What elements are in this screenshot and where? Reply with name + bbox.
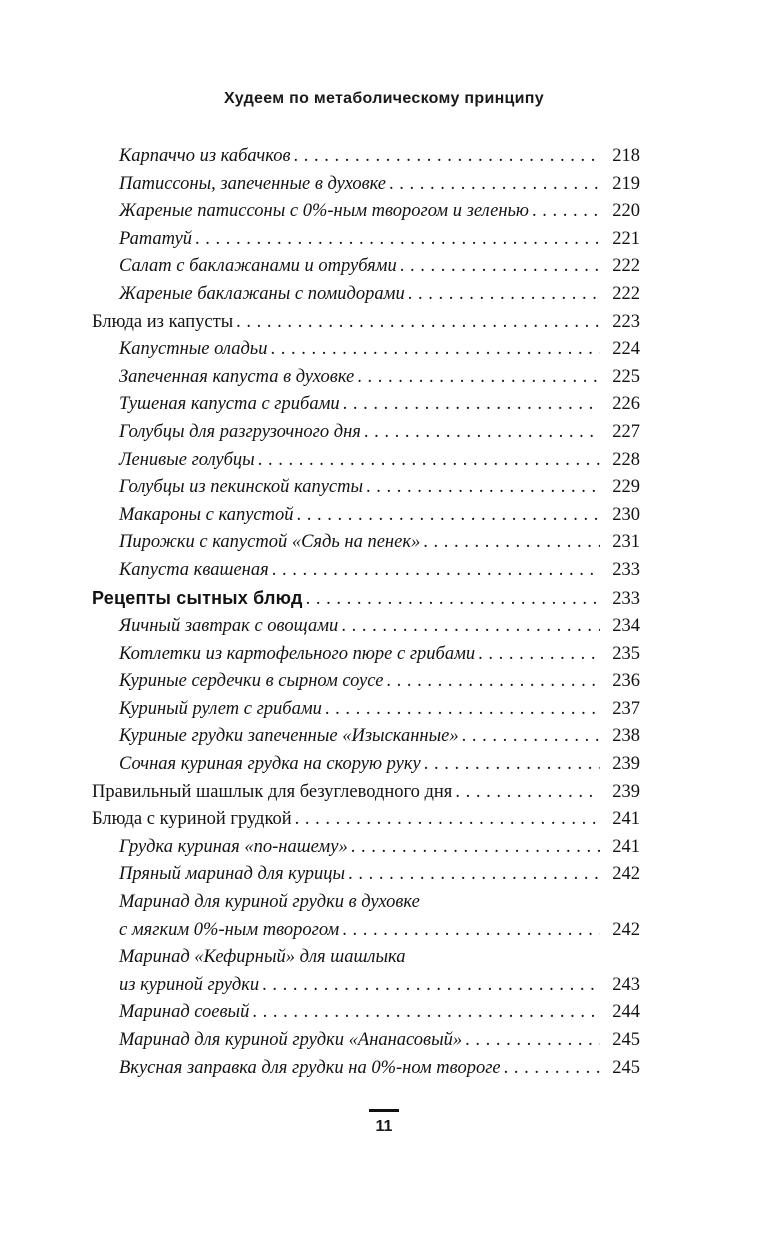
dot-leader [478, 641, 600, 669]
toc-entry [92, 806, 640, 834]
toc-entry [92, 529, 640, 557]
toc-entry-page: 234 [612, 616, 640, 637]
dot-leader [400, 253, 600, 281]
dot-leader [465, 1027, 600, 1055]
toc-entry-page: 239 [612, 754, 640, 775]
toc-entry [92, 696, 640, 724]
dot-leader [462, 723, 600, 751]
toc-entry-title: Блюда из капусты [92, 311, 234, 332]
dot-leader [408, 281, 600, 309]
dot-leader [295, 806, 600, 834]
toc-entry-title: Правильный шашлык для безуглеводного дня [92, 781, 453, 802]
toc-entry [92, 999, 640, 1027]
toc-line [119, 171, 640, 199]
toc-entry [92, 557, 640, 585]
toc-entry [92, 419, 640, 447]
toc-entry [92, 834, 640, 862]
toc-line [119, 834, 640, 862]
dot-leader [364, 419, 600, 447]
toc-line [119, 364, 640, 392]
dot-leader [504, 1055, 600, 1083]
toc-line [119, 668, 640, 696]
toc-entry-page: 227 [612, 421, 640, 442]
toc-entry-title: Куриные грудки запеченные «Изысканные» [119, 726, 459, 747]
toc-line [119, 944, 640, 972]
dot-leader [258, 447, 600, 475]
dot-leader [424, 751, 600, 779]
toc-line [119, 419, 640, 447]
toc-entry-page: 237 [612, 698, 640, 719]
toc-entry [92, 143, 640, 171]
page-number: 11 [375, 1118, 393, 1135]
running-header: Худеем по метаболическому принципу [224, 90, 544, 107]
toc-entry-title: Котлетки из картофельного пюре с грибами [119, 643, 476, 664]
toc-entry-title: Жареные баклажаны с помидорами [119, 283, 405, 304]
dot-leader [341, 613, 600, 641]
toc-entry [92, 226, 640, 254]
toc-entry-page: 220 [612, 201, 640, 222]
toc-entry-title: с мягким 0%-ным творогом [119, 919, 340, 940]
dot-leader [293, 143, 600, 171]
toc-entry-title: Карпаччо из кабачков [119, 146, 291, 166]
dot-leader [262, 972, 600, 1000]
toc-line [119, 641, 640, 669]
toc-entry [92, 364, 640, 392]
footer-rule [369, 1109, 399, 1112]
toc-entry-title: Маринад соевый [119, 1002, 250, 1023]
toc-entry [92, 723, 640, 751]
toc-entry-title: Жареные патиссоны с 0%-ным творогом и зеленью [119, 201, 529, 222]
toc-line [119, 861, 640, 889]
toc-entry-title: Тушеная капуста с грибами [119, 394, 340, 415]
dot-leader [423, 529, 600, 557]
toc-entry [92, 751, 640, 779]
toc-entry-page: 233 [612, 588, 640, 609]
toc-entry-page: 218 [612, 146, 640, 166]
toc-entry-page: 236 [612, 671, 640, 692]
toc-line [92, 585, 640, 614]
toc-line [119, 502, 640, 530]
toc-entry-title: Маринад «Кефирный» для шашлыка [119, 947, 406, 968]
toc-entry-title: Маринад для куриной грудки «Ананасовый» [119, 1030, 463, 1050]
dot-leader [272, 557, 600, 585]
toc-line [119, 529, 640, 557]
toc-entry-title: Маринад для куриной грудки в духовке [119, 892, 420, 913]
toc-entry-page: 221 [612, 228, 640, 249]
toc-entry [92, 861, 640, 889]
dot-leader [195, 226, 600, 254]
toc-entry [92, 281, 640, 309]
toc-entry [92, 585, 640, 614]
toc-entry [92, 447, 640, 475]
dot-leader [348, 861, 600, 889]
toc-entry [92, 779, 640, 807]
toc-entry [92, 336, 640, 364]
dot-leader [270, 336, 600, 364]
toc-entry-title: Патиссоны, запеченные в духовке [119, 173, 387, 194]
toc-entry-page: 242 [612, 919, 640, 940]
toc-entry-title: Сочная куриная грудка на скорую руку [119, 754, 421, 775]
dot-leader [343, 391, 600, 419]
toc-entry-title: Рататуй [119, 228, 193, 249]
toc-entry [92, 668, 640, 696]
toc-entry-page: 241 [612, 836, 640, 857]
toc-entry [92, 253, 640, 281]
toc-line [119, 474, 640, 502]
toc-entry-page: 235 [612, 643, 640, 664]
toc-list [92, 143, 640, 1082]
dot-leader [389, 171, 600, 199]
toc-line [119, 723, 640, 751]
toc-entry-page: 222 [612, 256, 640, 277]
toc-entry-page: 245 [612, 1030, 640, 1050]
dot-leader [357, 364, 600, 392]
toc-entry-page: 244 [612, 1002, 640, 1023]
dot-leader [351, 834, 600, 862]
dot-leader [252, 999, 600, 1027]
toc-line [92, 806, 640, 834]
toc-entry-page: 239 [612, 781, 640, 802]
dot-leader [325, 696, 600, 724]
toc-entry [92, 502, 640, 530]
toc-entry-page: 242 [612, 864, 640, 885]
toc-entry-title: Вкусная заправка для грудки на 0%-ном твороге [119, 1057, 501, 1078]
toc-entry-title: Капустные оладьи [119, 339, 268, 360]
toc-entry-title: Яичный завтрак с овощами [119, 616, 339, 637]
toc-line [119, 972, 640, 1000]
toc-line [119, 889, 640, 917]
dot-leader [306, 586, 600, 614]
toc-line [119, 999, 640, 1027]
dot-leader [297, 502, 601, 530]
toc-entry-page: 224 [612, 339, 640, 360]
toc-entry-title: Макароны с капустой [119, 504, 294, 525]
toc-entry-page: 225 [612, 366, 640, 387]
dot-leader [342, 917, 600, 945]
toc-line [119, 917, 640, 945]
toc-entry-page: 233 [612, 559, 640, 580]
toc-line [92, 779, 640, 807]
toc-entry-page: 241 [612, 809, 640, 830]
toc-entry-page: 229 [612, 477, 640, 498]
toc-line [119, 143, 640, 171]
toc-entry-title: Пирожки с капустой «Сядь на пенек» [119, 532, 421, 553]
toc-entry-page: 223 [612, 311, 640, 332]
dot-leader [532, 198, 600, 226]
dot-leader [366, 474, 600, 502]
toc-entry-title: Запеченная капуста в духовке [119, 366, 355, 387]
toc-entry-page: 238 [612, 726, 640, 747]
toc-entry-title: Ленивые голубцы [119, 449, 255, 470]
toc-line [119, 336, 640, 364]
toc-entry-title: Рецепты сытных блюд [92, 587, 303, 608]
toc-entry-page: 228 [612, 449, 640, 470]
toc-line [119, 1027, 640, 1055]
toc-entry-page: 219 [612, 173, 640, 194]
toc-line [92, 309, 640, 337]
toc-line [119, 613, 640, 641]
toc-entry-title: Куриные сердечки в сырном соусе [119, 671, 384, 692]
toc-entry-title: из куриной грудки [119, 974, 260, 995]
toc-line [119, 696, 640, 724]
toc-entry [92, 889, 640, 944]
dot-leader [386, 668, 600, 696]
toc-entry [92, 613, 640, 641]
toc-entry-page: 226 [612, 394, 640, 415]
toc-entry-title: Капуста квашеная [119, 559, 269, 580]
toc-entry-page: 243 [612, 974, 640, 995]
toc-entry [92, 474, 640, 502]
toc-entry [92, 1055, 640, 1083]
toc-entry-title: Голубцы для разгрузочного дня [119, 421, 361, 442]
toc-line [119, 198, 640, 226]
toc-entry-page: 245 [612, 1057, 640, 1078]
toc-entry-title: Куриный рулет с грибами [119, 698, 322, 719]
toc-entry-title: Грудка куриная «по-нашему» [119, 836, 348, 857]
toc-entry [92, 171, 640, 199]
toc-entry [92, 641, 640, 669]
toc-line [119, 557, 640, 585]
toc-entry [92, 944, 640, 999]
toc-entry [92, 198, 640, 226]
toc-line [119, 751, 640, 779]
toc-entry [92, 309, 640, 337]
toc-entry [92, 1027, 640, 1055]
toc-line [119, 281, 640, 309]
dot-leader [455, 779, 600, 807]
dot-leader [236, 309, 600, 337]
toc-entry-title: Салат с баклажанами и отрубями [119, 256, 397, 277]
toc-line [119, 226, 640, 254]
toc-line [119, 1055, 640, 1083]
toc-line [119, 253, 640, 281]
toc-entry-title: Блюда с куриной грудкой [92, 809, 292, 830]
toc-entry [92, 391, 640, 419]
toc-entry-title: Пряный маринад для курицы [119, 864, 346, 885]
toc-entry-title: Голубцы из пекинской капусты [119, 477, 364, 498]
toc-line [119, 447, 640, 475]
toc-line [119, 391, 640, 419]
toc-entry-page: 231 [612, 532, 640, 553]
toc-entry-page: 230 [612, 504, 640, 525]
toc-entry-page: 222 [612, 283, 640, 304]
